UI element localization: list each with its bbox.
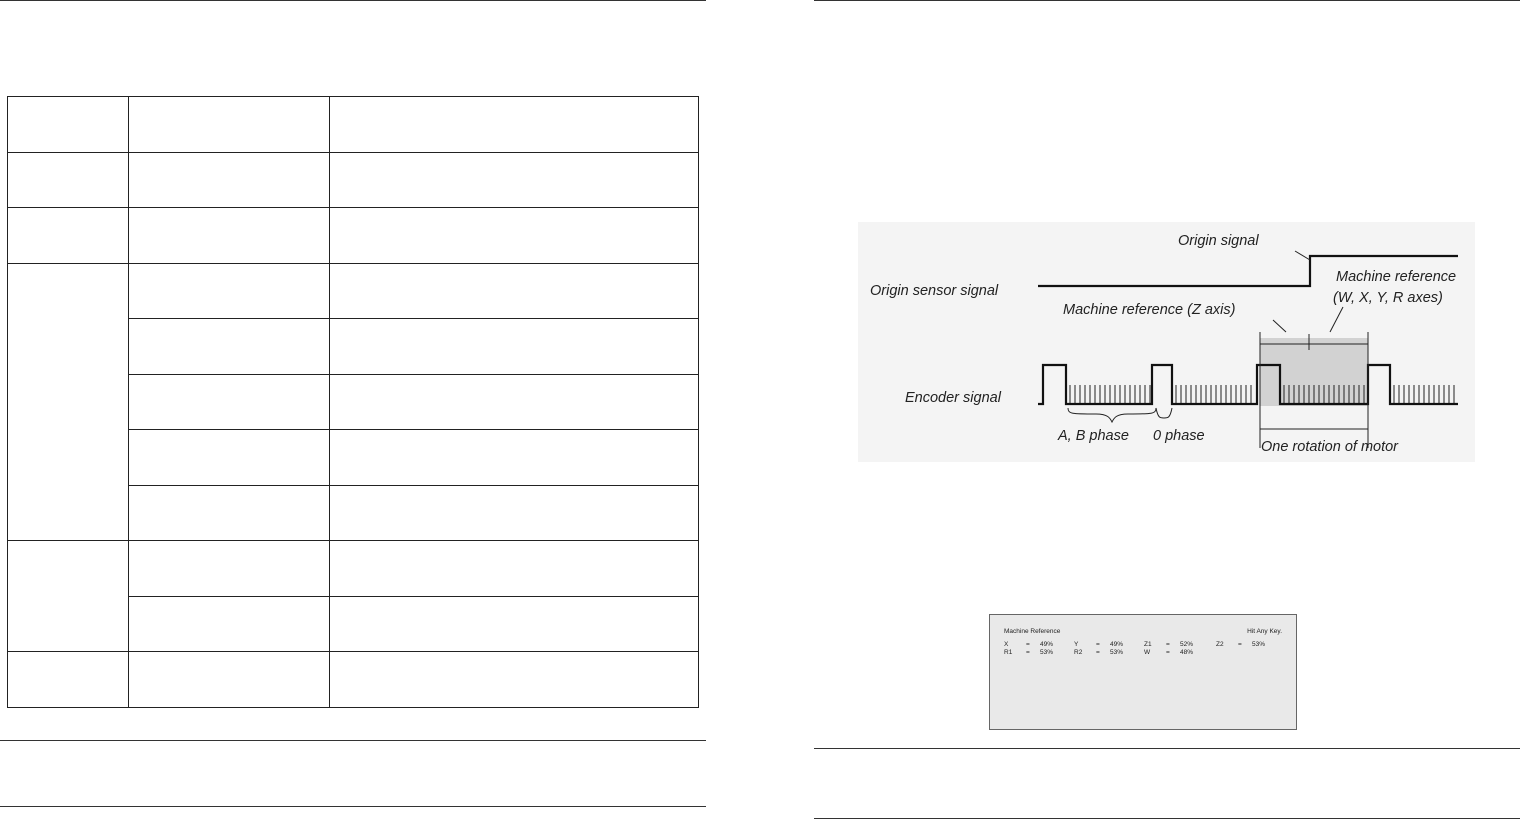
axis-name: Z2 — [1216, 641, 1224, 648]
axis-eq: = — [1166, 641, 1170, 648]
axis-value: 49% — [1040, 641, 1054, 648]
encoder-signal-label: Encoder signal — [905, 390, 1001, 406]
table-row — [8, 652, 699, 708]
table-row — [8, 541, 699, 597]
table-cell — [129, 263, 330, 319]
table-cell — [8, 208, 129, 264]
table-cell — [129, 97, 330, 153]
table-row — [8, 263, 699, 319]
axis-value: 52% — [1180, 641, 1194, 648]
axis-value: 49% — [1110, 641, 1124, 648]
table-cell — [330, 152, 699, 208]
left-footer-rule-2 — [0, 806, 706, 807]
axis-value: 48% — [1180, 649, 1194, 656]
table-cell — [330, 430, 699, 486]
axis-value: 53% — [1110, 649, 1124, 656]
axis-eq: = — [1026, 641, 1030, 648]
table-cell — [330, 541, 699, 597]
axis-value: 53% — [1040, 649, 1054, 656]
axis-name: W — [1144, 649, 1151, 656]
table-cell — [330, 374, 699, 430]
table-cell — [129, 596, 330, 652]
table-cell — [129, 208, 330, 264]
left-top-rule — [0, 0, 706, 1]
table-row — [8, 152, 699, 208]
table-cell — [129, 319, 330, 375]
axis-name: R2 — [1074, 649, 1083, 656]
axis-name: Y — [1074, 641, 1079, 648]
table-cell — [330, 652, 699, 708]
origin-signal-label: Origin signal — [1178, 233, 1259, 249]
table-cell — [129, 152, 330, 208]
table-cell — [330, 319, 699, 375]
axis-name: X — [1004, 641, 1009, 648]
axis-eq: = — [1166, 649, 1170, 656]
axis-value: 53% — [1252, 641, 1266, 648]
axis-name: R1 — [1004, 649, 1013, 656]
table-cell — [330, 97, 699, 153]
axis-name: Z1 — [1144, 641, 1152, 648]
machine-reference-z-label: Machine reference (Z axis) — [1063, 302, 1236, 318]
table-cell — [129, 485, 330, 541]
table-cell — [330, 596, 699, 652]
table-cell — [129, 541, 330, 597]
table-cell — [129, 430, 330, 486]
one-rotation-label: One rotation of motor — [1261, 439, 1399, 455]
right-top-rule — [814, 0, 1520, 1]
axis-eq: = — [1026, 649, 1030, 656]
table-cell — [330, 208, 699, 264]
table-cell — [8, 97, 129, 153]
table-cell — [330, 485, 699, 541]
table-row — [8, 97, 699, 153]
table-row — [8, 208, 699, 264]
axis-eq: = — [1096, 641, 1100, 648]
encoder-waveform — [1038, 365, 1458, 404]
zero-phase-label: 0 phase — [1153, 428, 1205, 444]
table-cell-merged — [8, 541, 129, 652]
origin-sensor-signal-label: Origin sensor signal — [870, 283, 999, 299]
table-cell — [129, 374, 330, 430]
table-cell — [8, 652, 129, 708]
screen-hint: Hit Any Key. — [1247, 628, 1282, 635]
table-cell-merged — [8, 263, 129, 541]
timing-diagram — [858, 222, 1475, 462]
table-cell — [330, 263, 699, 319]
machine-reference-wxyr-axes-label: (W, X, Y, R axes) — [1333, 290, 1443, 306]
table-cell — [8, 152, 129, 208]
axis-eq: = — [1096, 649, 1100, 656]
right-footer-rule-1 — [814, 748, 1520, 749]
screen-title: Machine Reference — [1004, 628, 1061, 635]
machine-reference-wxyr-label: Machine reference — [1336, 269, 1457, 285]
ab-phase-label: A, B phase — [1058, 428, 1129, 444]
spec-table — [7, 96, 699, 708]
left-footer-rule-1 — [0, 740, 706, 741]
axis-eq: = — [1238, 641, 1242, 648]
table-cell — [129, 652, 330, 708]
machine-reference-screen — [989, 614, 1297, 730]
